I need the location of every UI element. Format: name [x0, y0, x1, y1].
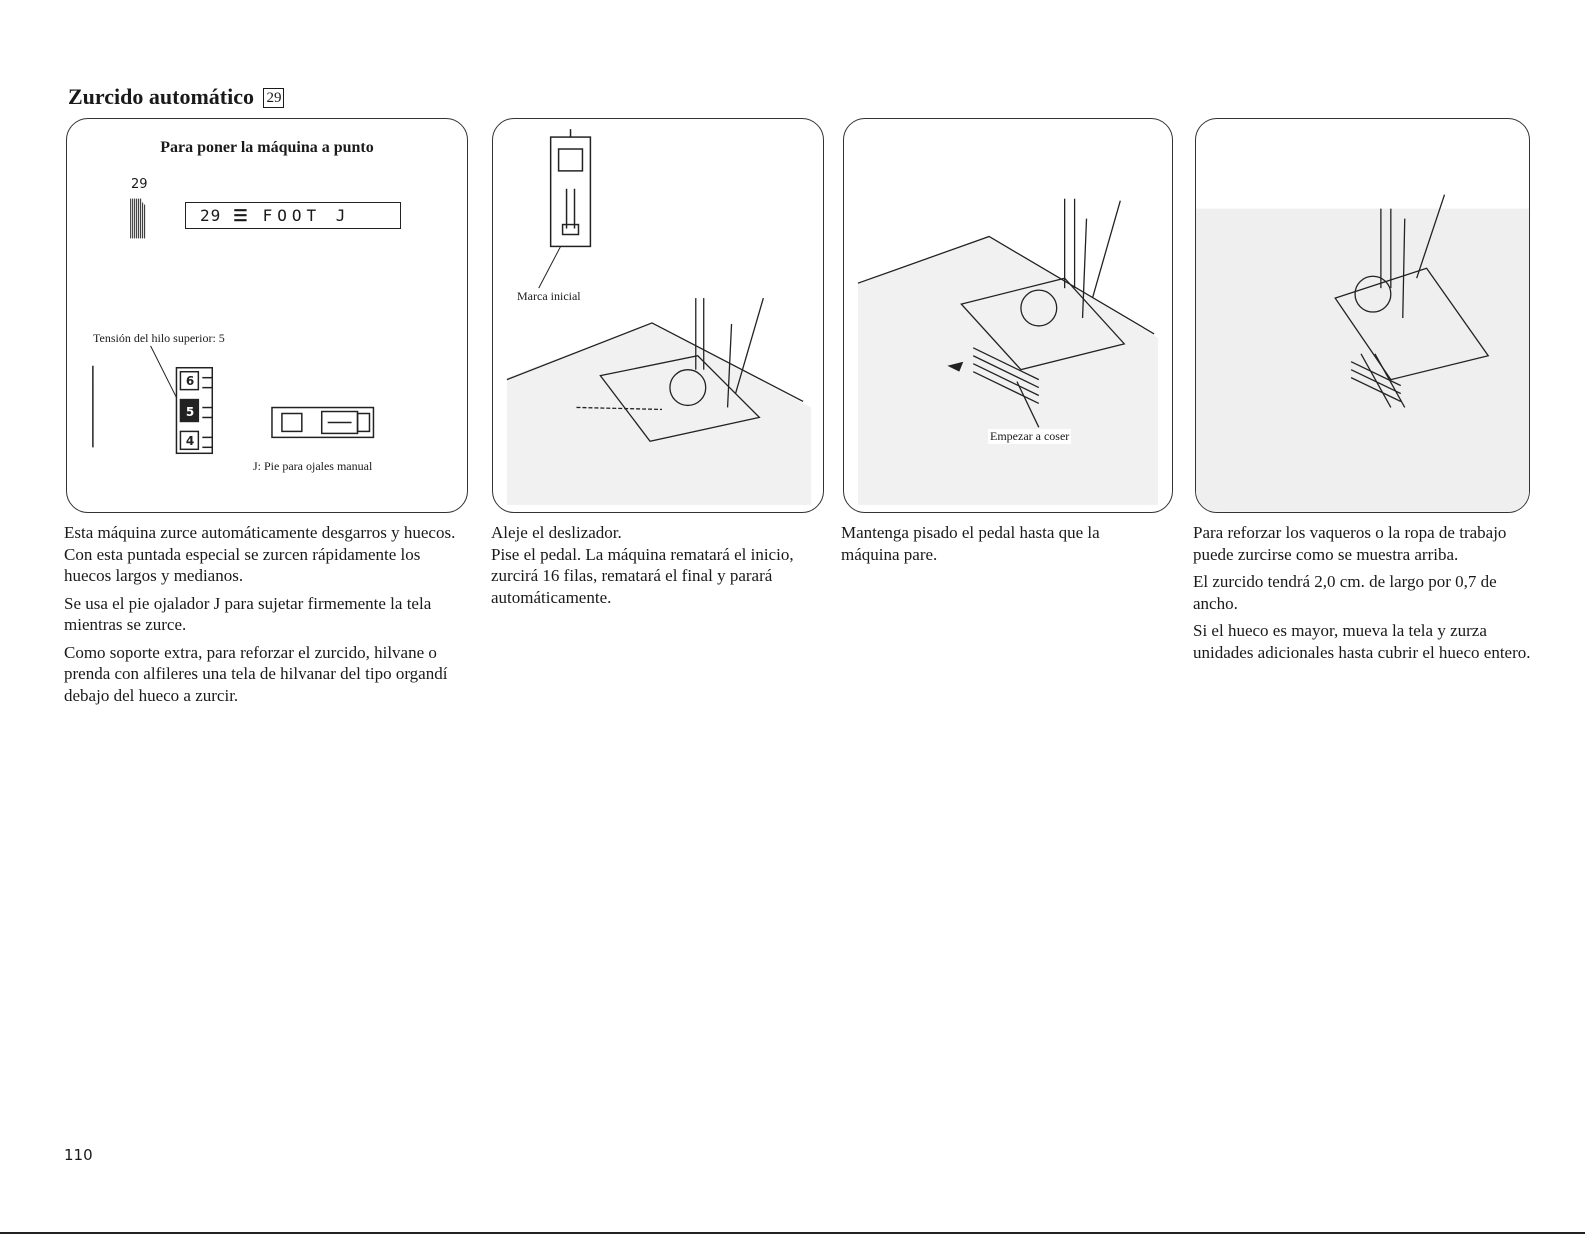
stitch-number: 29 — [131, 177, 148, 192]
setup-heading: Para poner la máquina a punto — [160, 139, 374, 156]
paragraph: El zurcido tendrá 2,0 cm. de largo por 0,7 de ancho. — [1193, 572, 1497, 613]
lcd-display — [185, 202, 401, 229]
paragraph: Si el hueco es mayor, mueva la tela y zurza unidades adicionales hasta cubrir el hueco entero. — [1193, 621, 1531, 662]
paragraph: Pise el pedal. La máquina rematará el inicio, zurcirá 16 filas, rematará el final y parará automáticamente. — [491, 544, 794, 607]
buttonhole-foot-icon — [272, 408, 373, 438]
setup-panel — [66, 118, 468, 513]
start-sewing-label: Empezar a coser — [990, 429, 1070, 443]
stitch-preview-icon — [131, 199, 145, 239]
setup-illustration — [67, 119, 467, 512]
foot-top-view-icon — [551, 129, 591, 246]
stitch-badge: 29 — [263, 88, 284, 108]
paragraph: Para reforzar los vaqueros o la ropa de trabajo puede zurcirse como se muestra arriba. — [1193, 523, 1507, 564]
lcd-stitch-number: 29 — [200, 206, 222, 225]
dial-number-6: 6 — [185, 374, 195, 388]
sewing-illustration — [844, 119, 1172, 512]
stitch-pattern-icon: ☰ — [233, 206, 249, 225]
sewing-panel — [843, 118, 1173, 513]
paragraph: Esta máquina zurce automáticamente desgarros y huecos. Con esta puntada especial se zurcen rápidamente los huecos largos y medianos. — [64, 523, 456, 585]
dial-number-4: 4 — [185, 434, 195, 448]
reinforce-illustration — [1196, 119, 1529, 512]
intro-text — [64, 522, 460, 712]
step-text-pedal — [841, 522, 1161, 571]
bottom-divider — [0, 1232, 1585, 1234]
step-text-slider — [491, 522, 821, 614]
page-number: 110 — [64, 1146, 93, 1164]
dial-number-5: 5 — [185, 405, 195, 419]
step-text-reinforce — [1193, 522, 1533, 669]
tension-label: Tensión del hilo superior: 5 — [93, 331, 225, 345]
paragraph: Se usa el pie ojalador J para sujetar firmemente la tela mientras se zurce. — [64, 593, 432, 634]
paragraph: Aleje el deslizador. — [491, 523, 622, 542]
slider-illustration — [493, 119, 823, 512]
foot-label: J: Pie para ojales manual — [253, 459, 373, 473]
page-title-text: Zurcido automático — [68, 84, 254, 109]
lcd-foot-text: FOOT J — [262, 206, 351, 225]
start-mark-label: Marca inicial — [517, 289, 581, 303]
paragraph: Como soporte extra, para reforzar el zurcido, hilvane o prenda con alfileres una tela de hilvanar del tipo organdí debajo del hueco a zurcir. — [64, 642, 448, 705]
page-title — [68, 84, 284, 110]
paragraph: Mantenga pisado el pedal hasta que la máquina pare. — [841, 523, 1100, 564]
slider-panel — [492, 118, 824, 513]
reinforce-panel — [1195, 118, 1530, 513]
